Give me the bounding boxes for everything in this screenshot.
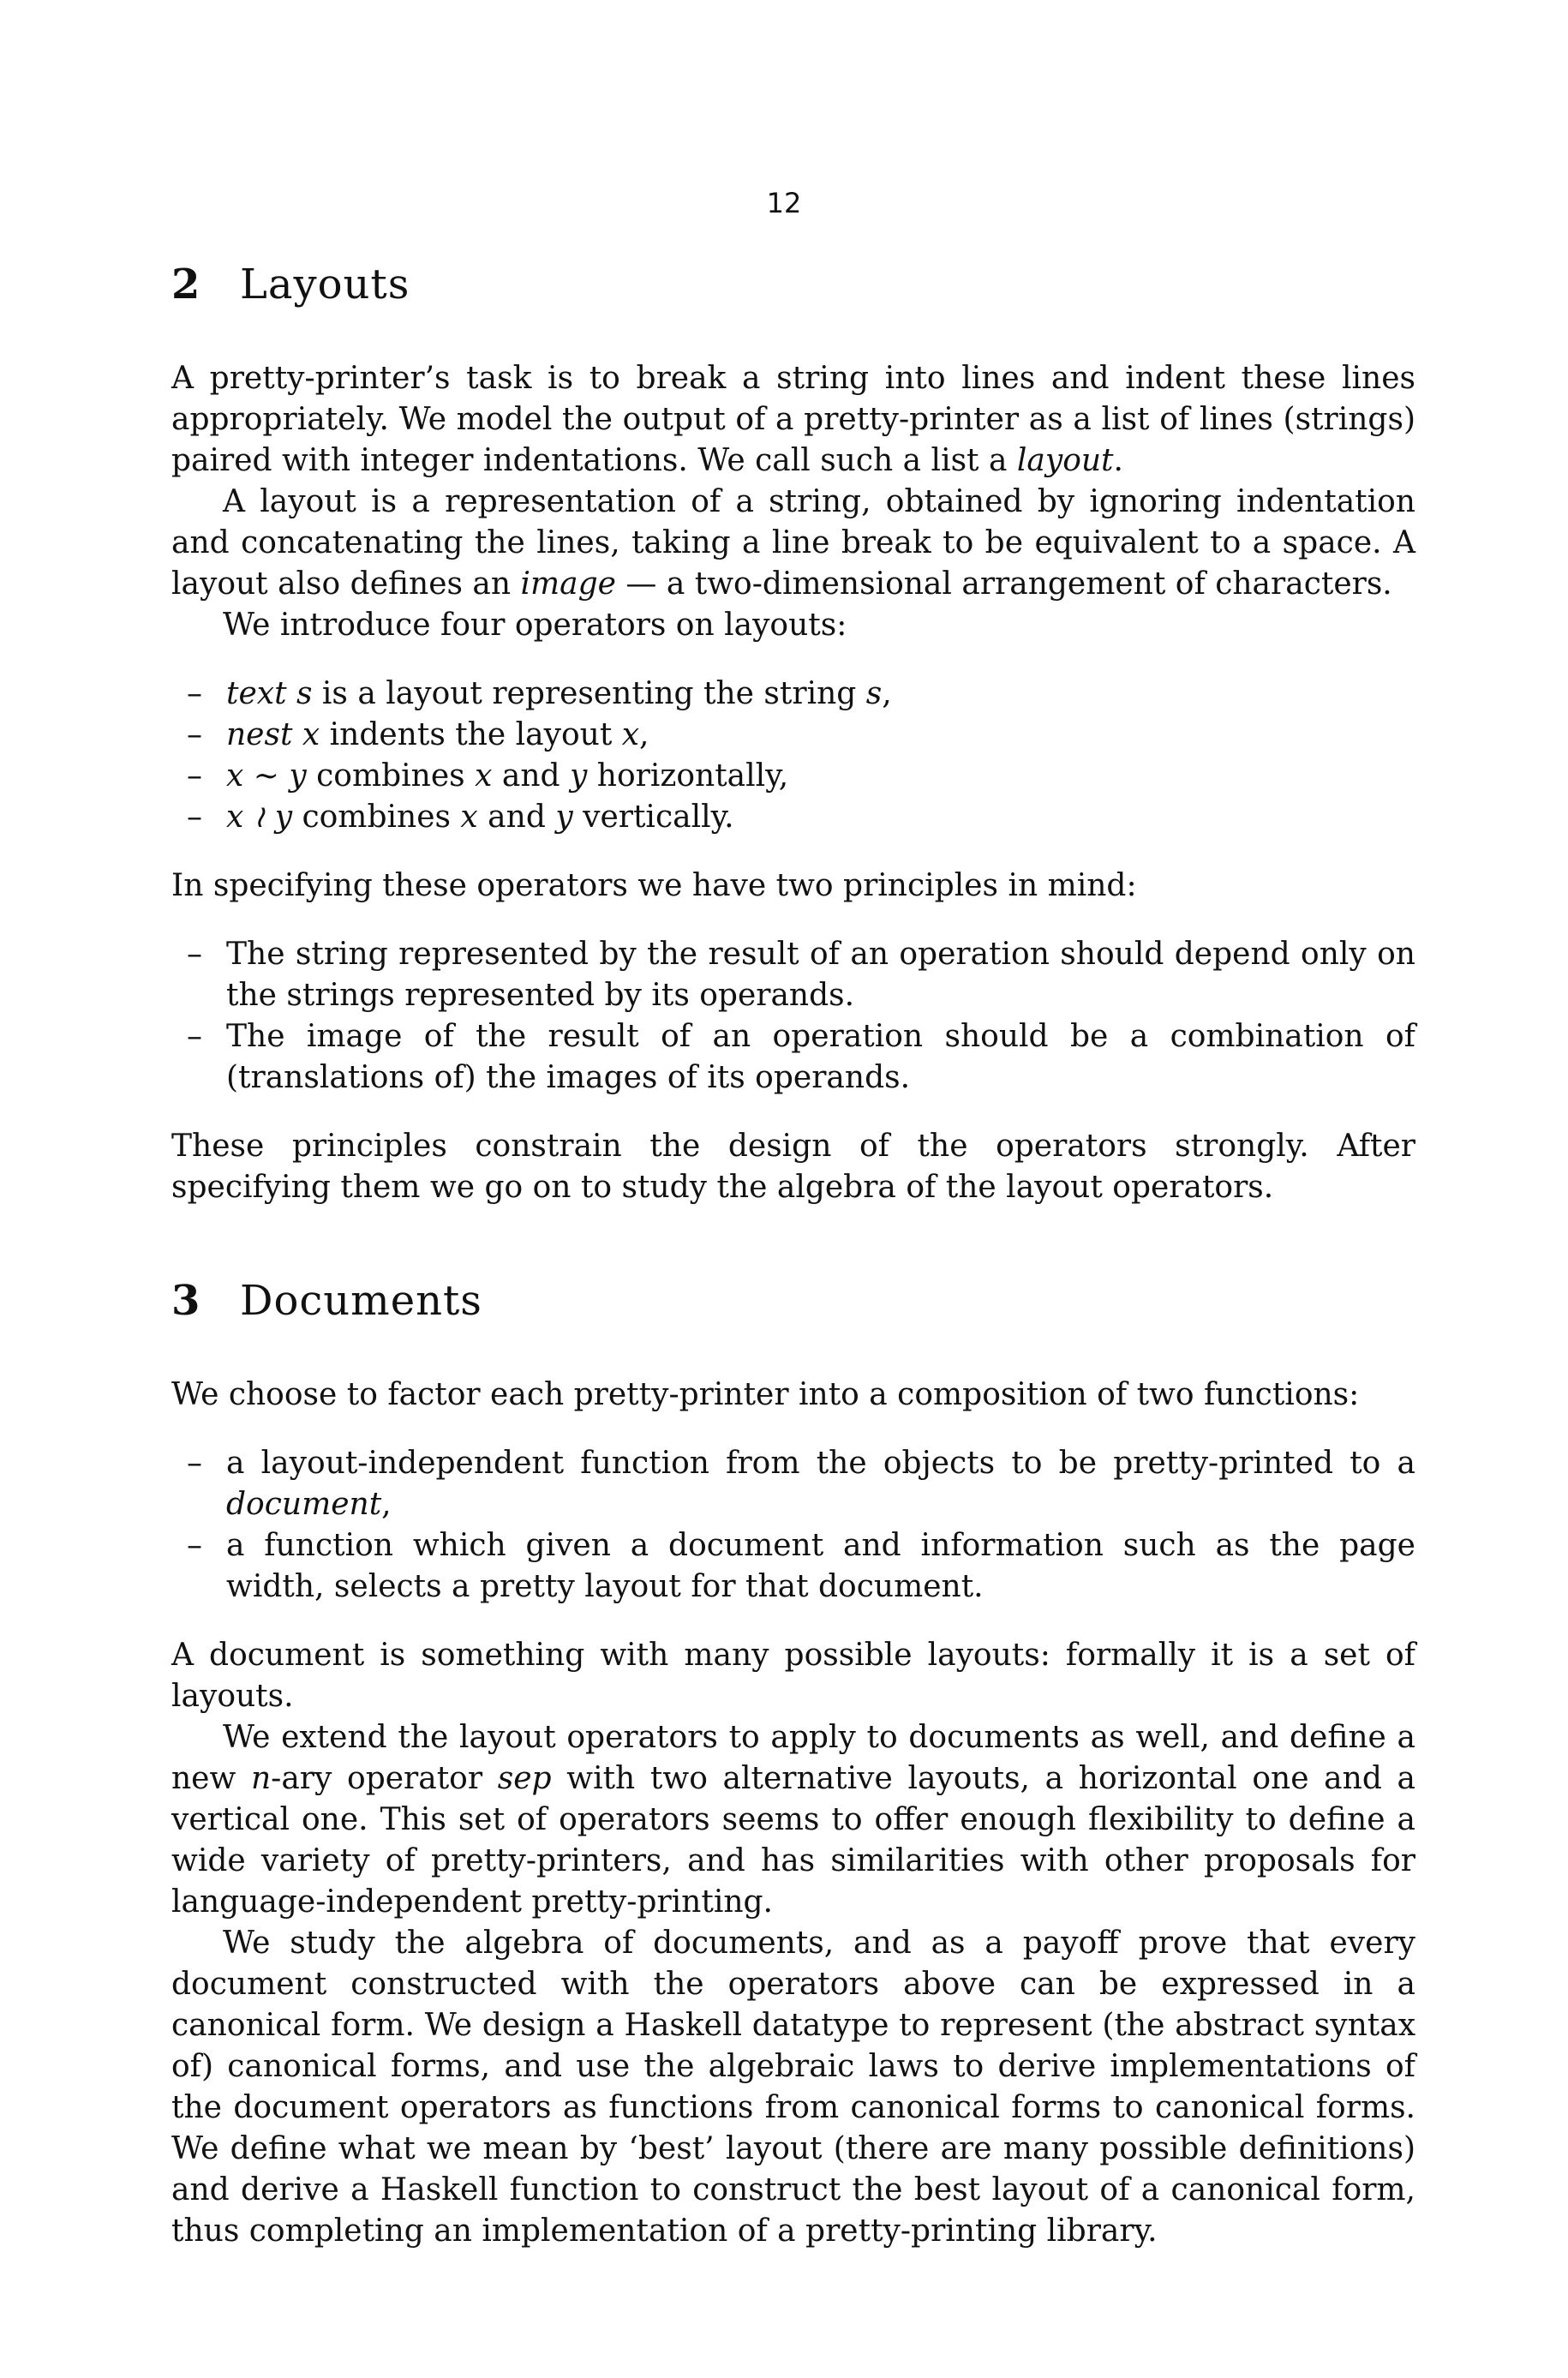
list-item: – a function which given a document and information such as the page width, selects a pretty layout for that document. xyxy=(171,1525,1415,1608)
section-title: Layouts xyxy=(240,261,410,308)
section-number: 3 xyxy=(171,1277,200,1325)
section-heading-layouts xyxy=(171,250,1415,319)
paragraph: We extend the layout operators to apply to documents as well, and define a new n-ary operator sep with two alternative layouts, a horizontal one and a vertical one. This set of operators seems to offer enough flexibility to define a wide variety of pretty-printers, and has similarities with other proposals for language-independent pretty-printing. xyxy=(171,1720,1415,1920)
paragraph: A document is something with many possible layouts: formally it is a set of layouts. xyxy=(171,1638,1415,1714)
paragraph: We study the algebra of documents, and as a payoff prove that every document constructed with the operators above can be expressed in a canonical form. We design a Haskell datatype to represent (the abstract syntax of) canonical forms, and use the algebraic laws to derive implementations of the document operators as functions from canonical forms to canonical forms. We define what we mean by ‘best’ layout (there are many possible definitions) and derive a Haskell function to construct the best layout of a canonical form, thus completing an implementation of a pretty-printing library. xyxy=(171,1926,1415,2249)
section-number: 2 xyxy=(171,261,200,308)
operator-list xyxy=(171,674,1415,838)
paragraph: We introduce four operators on layouts: xyxy=(223,608,847,643)
list-item: – x ∼ y combines x and y horizontally, xyxy=(171,756,1415,797)
paragraph: A layout is a representation of a string, obtained by ignoring indentation and concatenating the lines, taking a line break to be equivalent to a space. A layout also defines an image — a two-dimensional arrangement of characters. xyxy=(171,484,1415,602)
paragraph: These principles constrain the design of the operators strongly. After specifying them we go on to study the algebra of the layout operators. xyxy=(171,1129,1415,1205)
paragraph: A pretty-printer’s task is to break a string into lines and indent these lines appropriately. We model the output of a pretty-printer as a list of lines (strings) paired with integer indentations. We call such a list a layout. xyxy=(171,361,1415,478)
list-item: – x ≀ y combines x and y vertically. xyxy=(171,797,1415,838)
list-item: – a layout-independent function from the objects to be pretty-printed to a document, xyxy=(171,1443,1415,1525)
paragraph: In specifying these operators we have two principles in mind: xyxy=(171,868,1137,903)
page-number: 12 xyxy=(766,187,802,219)
functions-list xyxy=(171,1443,1415,1608)
paragraph: We choose to factor each pretty-printer into a composition of two functions: xyxy=(171,1377,1360,1412)
page-content xyxy=(171,250,1415,2252)
principles-list xyxy=(171,934,1415,1099)
section-title: Documents xyxy=(240,1277,482,1325)
list-item: – nest x indents the layout x, xyxy=(171,715,1415,756)
list-item: – The string represented by the result of an operation should depend only on the strings represented by its operands. xyxy=(171,934,1415,1016)
section-heading-documents xyxy=(171,1267,1415,1335)
list-item: – text s is a layout representing the string s, xyxy=(171,674,1415,715)
list-item: – The image of the result of an operation should be a combination of (translations of) the images of its operands. xyxy=(171,1016,1415,1099)
